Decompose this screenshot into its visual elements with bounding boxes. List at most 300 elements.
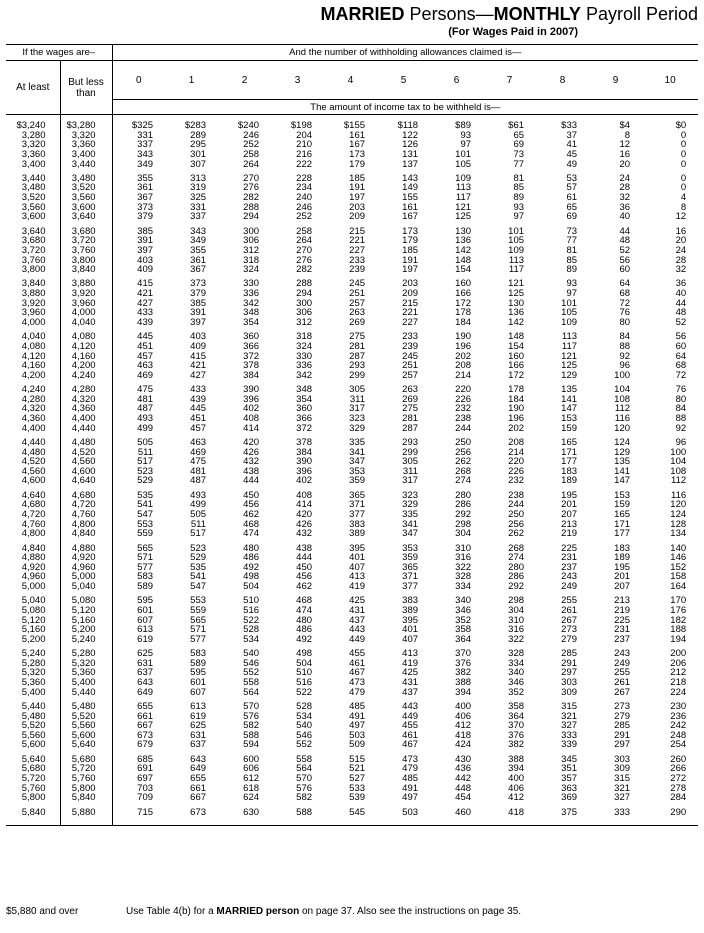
tax-amount-cell: 171 bbox=[561, 446, 578, 458]
tax-amount-cell: 105 bbox=[455, 158, 472, 170]
tax-amount-cell: 315 bbox=[561, 700, 578, 712]
tax-amount-cell: 316 bbox=[455, 552, 472, 564]
tax-amount-cell: 363 bbox=[561, 782, 578, 794]
tax-amount-cell: 564 bbox=[296, 763, 313, 775]
tax-amount-cell: 300 bbox=[296, 297, 313, 309]
tax-amount-cell: 89 bbox=[513, 192, 525, 204]
tax-amount-cell: 431 bbox=[349, 604, 366, 616]
tax-amount-cell: 231 bbox=[614, 624, 631, 636]
tax-amount-cell: 101 bbox=[561, 297, 578, 309]
tax-amount-cell: 631 bbox=[190, 729, 207, 741]
tax-amount-cell: 73 bbox=[566, 225, 578, 237]
tax-amount-cell: 331 bbox=[190, 201, 207, 213]
wage-at-least-cell: 5,320 bbox=[6, 668, 60, 678]
tax-amount-cell: 340 bbox=[455, 595, 472, 607]
tax-amount-cell: 270 bbox=[243, 172, 260, 184]
tax-amount-cell: 297 bbox=[561, 667, 578, 679]
tax-amount-cell: 334 bbox=[455, 581, 472, 592]
tax-amount-cell: 346 bbox=[508, 677, 525, 688]
wage-at-least-cell: 3,840 bbox=[6, 279, 60, 289]
tax-amount-cell: 56 bbox=[619, 254, 631, 266]
tax-amount-cell: 49 bbox=[566, 158, 578, 170]
tax-amount-cell: 85 bbox=[513, 182, 525, 194]
tax-amount-cell: 121 bbox=[508, 278, 525, 290]
tax-amount-cell: 112 bbox=[614, 403, 631, 415]
tax-amount-cell: 285 bbox=[561, 648, 578, 660]
wage-but-less-than-cell: 3,880 bbox=[60, 279, 112, 289]
tax-amount-cell: 400 bbox=[455, 700, 472, 712]
tax-amount-cell: 378 bbox=[296, 436, 313, 448]
tax-amount-cell: 195 bbox=[561, 489, 578, 501]
tax-amount-cell: 166 bbox=[508, 360, 525, 372]
wage-but-less-than-cell: 5,280 bbox=[60, 649, 112, 659]
wage-but-less-than-cell: 4,240 bbox=[60, 371, 112, 381]
allowance-count-header: 1 bbox=[165, 61, 218, 100]
wage-at-least-cell: 3,760 bbox=[6, 256, 60, 266]
tax-amount-cell: 545 bbox=[324, 808, 377, 826]
tax-amount-cell: 284 bbox=[670, 792, 687, 804]
tax-amount-cell: 81 bbox=[566, 244, 578, 256]
tax-amount-cell: 52 bbox=[619, 244, 631, 256]
tax-amount-cell: 517 bbox=[190, 528, 207, 540]
tax-amount-cell: 330 bbox=[243, 278, 260, 290]
tax-amount-cell: 498 bbox=[243, 571, 260, 583]
tax-amount-cell: 100 bbox=[670, 446, 687, 458]
wage-but-less-than-cell: 4,840 bbox=[60, 529, 112, 539]
table-row bbox=[6, 688, 698, 698]
tax-amount-cell: 307 bbox=[190, 158, 207, 170]
wage-at-least-cell: 4,360 bbox=[6, 414, 60, 424]
wage-but-less-than-cell: 4,320 bbox=[60, 395, 112, 405]
tax-amount-cell: 37 bbox=[566, 129, 578, 141]
tax-amount-cell: 588 bbox=[243, 729, 260, 741]
wage-at-least-cell: 4,720 bbox=[6, 510, 60, 520]
tax-amount-cell: 461 bbox=[349, 657, 366, 669]
tax-amount-cell: 24 bbox=[619, 172, 631, 184]
tax-amount-cell: 190 bbox=[455, 331, 472, 343]
wage-but-less-than-cell: 5,720 bbox=[60, 764, 112, 774]
wage-but-less-than-cell: 4,760 bbox=[60, 510, 112, 520]
tax-amount-cell: 334 bbox=[508, 657, 525, 669]
allowance-count-header: 10 bbox=[642, 61, 698, 100]
tax-amount-cell: 419 bbox=[402, 657, 419, 669]
wage-at-least-cell: 4,800 bbox=[6, 529, 60, 539]
tax-amount-cell: 237 bbox=[561, 561, 578, 573]
tax-amount-cell: 358 bbox=[455, 624, 472, 636]
tax-amount-cell: 395 bbox=[402, 614, 419, 626]
tax-amount-cell: 273 bbox=[614, 700, 631, 712]
tax-amount-cell: 346 bbox=[455, 604, 472, 616]
tax-amount-cell: 425 bbox=[349, 595, 366, 607]
tax-amount-cell: 340 bbox=[508, 667, 525, 679]
wage-but-less-than-cell: 4,000 bbox=[60, 308, 112, 318]
tax-amount-cell: 474 bbox=[243, 528, 260, 540]
tax-amount-cell: 286 bbox=[455, 499, 472, 511]
wage-but-less-than-cell: 3,720 bbox=[60, 236, 112, 246]
tax-amount-cell: 341 bbox=[349, 446, 366, 458]
table-row bbox=[6, 529, 698, 539]
tax-amount-cell: 323 bbox=[402, 489, 419, 501]
tax-amount-cell: 576 bbox=[243, 710, 260, 722]
wage-at-least-cell: 4,560 bbox=[6, 467, 60, 477]
tax-amount-cell: 112 bbox=[671, 475, 687, 487]
tax-amount-cell: 179 bbox=[349, 158, 366, 170]
tax-amount-cell: 510 bbox=[296, 667, 313, 679]
tax-amount-cell: 105 bbox=[508, 235, 525, 247]
tax-amount-cell: 275 bbox=[402, 403, 419, 415]
tax-amount-cell: 413 bbox=[402, 648, 419, 660]
tax-amount-cell: 511 bbox=[137, 446, 154, 458]
wage-at-least-cell: $3,240 bbox=[6, 115, 60, 131]
tax-amount-cell: 454 bbox=[455, 792, 472, 804]
tax-amount-cell: 298 bbox=[455, 518, 472, 530]
tax-amount-cell: 251 bbox=[402, 360, 419, 372]
tax-amount-cell: 685 bbox=[137, 753, 154, 765]
tax-amount-cell: 167 bbox=[349, 139, 366, 151]
tax-amount-cell: 430 bbox=[455, 753, 472, 765]
tax-amount-cell: 709 bbox=[137, 792, 154, 804]
tax-amount-cell: 541 bbox=[137, 499, 154, 511]
tax-amount-cell: 418 bbox=[455, 729, 472, 741]
tax-amount-cell: 559 bbox=[137, 528, 154, 540]
tax-amount-cell: $33 bbox=[561, 120, 578, 131]
tax-amount-cell: 487 bbox=[137, 403, 154, 415]
tax-amount-cell: 408 bbox=[243, 412, 260, 424]
tax-amount-cell: 577 bbox=[137, 561, 154, 573]
tax-amount-cell: 467 bbox=[402, 739, 419, 751]
tax-amount-cell: 12 bbox=[619, 139, 631, 151]
tax-amount-cell: 214 bbox=[455, 369, 472, 381]
tax-amount-cell: 377 bbox=[349, 508, 366, 520]
tax-amount-cell: 183 bbox=[614, 542, 631, 554]
tax-amount-cell: 136 bbox=[508, 307, 525, 319]
tax-amount-cell: 294 bbox=[296, 288, 313, 300]
tax-amount-cell: 333 bbox=[589, 808, 642, 826]
tax-amount-cell: 418 bbox=[483, 808, 536, 826]
tax-amount-cell: 426 bbox=[296, 518, 313, 530]
wage-at-least-cell: 3,680 bbox=[6, 236, 60, 246]
tax-amount-cell: 207 bbox=[561, 508, 578, 520]
tax-amount-cell: 297 bbox=[614, 739, 631, 751]
tax-amount-cell: 306 bbox=[296, 307, 313, 319]
tax-amount-cell: 117 bbox=[455, 192, 472, 204]
wage-but-less-than-cell: 3,800 bbox=[60, 256, 112, 266]
wage-at-least-cell: 5,600 bbox=[6, 740, 60, 750]
tax-amount-cell: 282 bbox=[243, 192, 260, 204]
allowance-count-header: 2 bbox=[218, 61, 271, 100]
tax-amount-cell: 165 bbox=[614, 508, 631, 520]
tax-amount-cell: 287 bbox=[402, 422, 419, 434]
tax-amount-cell: 305 bbox=[402, 456, 419, 468]
tax-amount-cell: 300 bbox=[243, 225, 260, 237]
tax-amount-cell: 124 bbox=[670, 508, 687, 520]
tax-amount-cell: 52 bbox=[675, 316, 687, 328]
tax-amount-cell: 396 bbox=[296, 465, 313, 477]
tax-amount-cell: 257 bbox=[349, 297, 366, 309]
table-row bbox=[6, 476, 698, 486]
tax-amount-cell: 673 bbox=[137, 729, 154, 741]
tax-amount-cell: 109 bbox=[455, 172, 472, 184]
table-row bbox=[6, 424, 698, 434]
tax-amount-cell: 583 bbox=[190, 648, 207, 660]
tax-amount-cell: 504 bbox=[243, 581, 260, 592]
wage-but-less-than-cell: 5,880 bbox=[60, 808, 112, 826]
tax-amount-cell: 213 bbox=[561, 518, 578, 530]
withholding-table bbox=[6, 44, 698, 826]
tax-amount-cell: 228 bbox=[296, 172, 313, 184]
tax-amount-cell: 312 bbox=[296, 316, 313, 328]
tax-amount-cell: 492 bbox=[296, 633, 313, 645]
tax-amount-cell: 415 bbox=[137, 278, 154, 290]
tax-amount-cell: 409 bbox=[137, 264, 154, 276]
tax-amount-cell: 328 bbox=[455, 571, 472, 583]
tax-amount-cell: 481 bbox=[137, 393, 154, 405]
tax-amount-cell: 353 bbox=[349, 465, 366, 477]
tax-amount-cell: 523 bbox=[190, 542, 207, 554]
wage-at-least-cell: 5,040 bbox=[6, 596, 60, 606]
tax-amount-cell: 667 bbox=[190, 792, 207, 804]
tax-amount-cell: 209 bbox=[349, 211, 366, 223]
tax-amount-cell: 57 bbox=[566, 182, 578, 194]
tax-amount-cell: 546 bbox=[296, 729, 313, 741]
tax-amount-cell: 191 bbox=[349, 182, 366, 194]
tax-amount-cell: 135 bbox=[561, 384, 578, 396]
wage-but-less-than-cell: 3,360 bbox=[60, 140, 112, 150]
wage-at-least-cell: 3,520 bbox=[6, 193, 60, 203]
tax-amount-cell: 455 bbox=[402, 720, 419, 732]
table-row bbox=[6, 160, 698, 170]
table-row bbox=[6, 808, 698, 826]
tax-amount-cell: 233 bbox=[349, 254, 366, 266]
tax-amount-cell: 312 bbox=[243, 244, 260, 256]
tax-amount-cell: 303 bbox=[561, 677, 578, 688]
wage-but-less-than-cell: 5,120 bbox=[60, 606, 112, 616]
wage-at-least-cell: 3,400 bbox=[6, 160, 60, 170]
tax-amount-cell: 425 bbox=[402, 667, 419, 679]
tax-amount-cell: 0 bbox=[680, 148, 687, 160]
wage-at-least-cell: 4,880 bbox=[6, 553, 60, 563]
tax-amount-cell: 661 bbox=[190, 782, 207, 794]
tax-amount-cell: 288 bbox=[243, 201, 260, 213]
tax-amount-cell: 220 bbox=[508, 456, 525, 468]
tax-amount-cell: 415 bbox=[190, 350, 207, 362]
tax-amount-cell: 77 bbox=[566, 235, 578, 247]
tax-amount-cell: 28 bbox=[619, 182, 631, 194]
tax-amount-cell: 215 bbox=[349, 225, 366, 237]
allowance-count-header: 9 bbox=[589, 61, 642, 100]
tax-amount-cell: 65 bbox=[566, 201, 578, 213]
tax-amount-cell: 407 bbox=[349, 561, 366, 573]
tax-amount-cell: 197 bbox=[349, 192, 366, 204]
tax-amount-cell: 60 bbox=[675, 340, 687, 352]
allowance-count-header: 7 bbox=[483, 61, 536, 100]
tax-amount-cell: 354 bbox=[296, 393, 313, 405]
tax-amount-cell: 113 bbox=[455, 182, 472, 194]
tax-amount-cell: 92 bbox=[619, 350, 631, 362]
tax-amount-cell: 504 bbox=[296, 657, 313, 669]
tax-amount-cell: 449 bbox=[349, 633, 366, 645]
tax-amount-cell: 318 bbox=[296, 331, 313, 343]
tax-amount-cell: 436 bbox=[455, 763, 472, 775]
tax-amount-cell: 153 bbox=[614, 489, 631, 501]
tax-amount-cell: 437 bbox=[349, 614, 366, 626]
tax-amount-cell: $155 bbox=[343, 120, 366, 131]
tax-amount-cell: $198 bbox=[290, 120, 313, 131]
tax-amount-cell: 402 bbox=[243, 403, 260, 415]
table-row bbox=[6, 635, 698, 645]
tax-amount-cell: 595 bbox=[190, 667, 207, 679]
wage-at-least-cell: 3,920 bbox=[6, 299, 60, 309]
tax-amount-cell: 361 bbox=[137, 182, 154, 194]
tax-amount-cell: 583 bbox=[137, 571, 154, 583]
tax-amount-cell: 492 bbox=[243, 561, 260, 573]
wage-at-least-cell: 4,920 bbox=[6, 563, 60, 573]
tax-amount-cell: 195 bbox=[614, 561, 631, 573]
tax-amount-cell: 589 bbox=[190, 657, 207, 669]
tax-amount-cell: 183 bbox=[561, 465, 578, 477]
tax-amount-cell: 407 bbox=[402, 633, 419, 645]
tax-amount-cell: 85 bbox=[566, 254, 578, 266]
tax-amount-cell: 68 bbox=[619, 288, 631, 300]
tax-amount-cell: 216 bbox=[296, 148, 313, 160]
tax-amount-cell: 125 bbox=[561, 360, 578, 372]
tax-amount-cell: 214 bbox=[508, 446, 525, 458]
tax-amount-cell: 88 bbox=[675, 412, 687, 424]
tax-amount-cell: 267 bbox=[614, 686, 631, 698]
tax-amount-cell: 130 bbox=[508, 297, 525, 309]
tax-amount-cell: 189 bbox=[561, 475, 578, 487]
wage-but-less-than-cell: 5,320 bbox=[60, 659, 112, 669]
tax-amount-cell: 462 bbox=[243, 508, 260, 520]
tax-amount-cell: 117 bbox=[561, 340, 578, 352]
tax-amount-cell: 255 bbox=[561, 595, 578, 607]
tax-amount-cell: 643 bbox=[190, 753, 207, 765]
wage-but-less-than-cell: 4,560 bbox=[60, 457, 112, 467]
tax-amount-cell: 113 bbox=[508, 254, 525, 266]
tax-amount-cell: 331 bbox=[137, 129, 154, 141]
wage-but-less-than-cell: 5,000 bbox=[60, 572, 112, 582]
tax-amount-cell: 72 bbox=[675, 369, 687, 381]
tax-amount-cell: 226 bbox=[455, 393, 472, 405]
tax-amount-cell: $89 bbox=[455, 120, 472, 131]
tax-amount-cell: 148 bbox=[455, 254, 472, 266]
tax-amount-cell: 97 bbox=[460, 139, 472, 151]
tax-amount-cell: 390 bbox=[243, 384, 260, 396]
tax-amount-cell: 400 bbox=[508, 773, 525, 784]
title-block bbox=[321, 4, 698, 40]
tax-amount-cell: 373 bbox=[190, 278, 207, 290]
tax-amount-cell: 424 bbox=[455, 739, 472, 751]
tax-amount-cell: 355 bbox=[190, 244, 207, 256]
tax-amount-cell: 210 bbox=[296, 139, 313, 151]
tax-amount-cell: 36 bbox=[619, 201, 631, 213]
tax-amount-cell: 147 bbox=[614, 475, 631, 487]
wage-but-less-than-cell: 3,760 bbox=[60, 246, 112, 256]
tax-amount-cell: 414 bbox=[243, 422, 260, 434]
tax-amount-cell: 432 bbox=[296, 528, 313, 540]
tax-amount-cell: 268 bbox=[455, 465, 472, 477]
table-row bbox=[6, 582, 698, 592]
tax-amount-cell: 397 bbox=[190, 316, 207, 328]
tax-amount-cell: 451 bbox=[137, 340, 154, 352]
tax-amount-cell: 391 bbox=[190, 307, 207, 319]
tax-amount-cell: 101 bbox=[508, 225, 525, 237]
tax-amount-cell: 533 bbox=[349, 782, 366, 794]
tax-amount-cell: 481 bbox=[190, 465, 207, 477]
wage-but-less-than-cell: 5,800 bbox=[60, 784, 112, 794]
tax-amount-cell: 170 bbox=[670, 595, 687, 607]
tax-amount-cell: 455 bbox=[349, 648, 366, 660]
tax-amount-cell: 93 bbox=[566, 278, 578, 290]
tax-amount-cell: 523 bbox=[137, 465, 154, 477]
wage-at-least-cell: 3,880 bbox=[6, 289, 60, 299]
tax-amount-cell: 80 bbox=[675, 393, 687, 405]
tax-amount-cell: 292 bbox=[508, 581, 525, 592]
wage-at-least-cell: 5,640 bbox=[6, 755, 60, 765]
tax-amount-cell: 129 bbox=[561, 369, 578, 381]
tax-amount-cell: 142 bbox=[508, 316, 525, 328]
tax-amount-cell: 570 bbox=[296, 773, 313, 784]
tax-amount-cell: 552 bbox=[243, 667, 260, 679]
tax-amount-cell: 370 bbox=[455, 648, 472, 660]
tax-amount-cell: 547 bbox=[190, 581, 207, 592]
tax-amount-cell: 44 bbox=[675, 297, 687, 309]
tax-amount-cell: 395 bbox=[349, 542, 366, 554]
tax-amount-cell: 272 bbox=[670, 773, 687, 784]
tax-amount-cell: 292 bbox=[455, 508, 472, 520]
tax-amount-cell: 420 bbox=[243, 436, 260, 448]
wage-at-least-cell: 4,600 bbox=[6, 476, 60, 486]
tax-amount-cell: 256 bbox=[508, 518, 525, 530]
tax-amount-cell: $283 bbox=[184, 120, 207, 131]
wage-at-least-cell: 4,000 bbox=[6, 318, 60, 328]
tax-amount-cell: 64 bbox=[619, 278, 631, 290]
tax-amount-cell: 160 bbox=[455, 278, 472, 290]
tax-amount-cell: $0 bbox=[675, 120, 687, 131]
wage-but-less-than-cell: 5,440 bbox=[60, 688, 112, 698]
tax-amount-cell: 221 bbox=[402, 307, 419, 319]
tax-amount-cell: 76 bbox=[619, 307, 631, 319]
tax-amount-cell: 322 bbox=[508, 633, 525, 645]
tax-amount-cell: 367 bbox=[137, 192, 154, 204]
tax-amount-cell: 48 bbox=[619, 235, 631, 247]
tax-amount-cell: 643 bbox=[137, 677, 154, 688]
tax-amount-cell: 274 bbox=[455, 475, 472, 487]
tax-amount-cell: 233 bbox=[402, 331, 419, 343]
tax-amount-cell: 310 bbox=[508, 614, 525, 626]
wage-but-less-than-cell: 4,280 bbox=[60, 385, 112, 395]
tax-amount-cell: 322 bbox=[455, 561, 472, 573]
tax-amount-cell: 661 bbox=[137, 710, 154, 722]
tax-amount-cell: 69 bbox=[513, 139, 525, 151]
tax-amount-cell: 109 bbox=[508, 244, 525, 256]
tax-amount-cell: 377 bbox=[402, 581, 419, 592]
tax-amount-cell: 355 bbox=[137, 172, 154, 184]
tax-amount-cell: 463 bbox=[137, 360, 154, 372]
table-row bbox=[6, 740, 698, 750]
tax-amount-cell: 293 bbox=[402, 436, 419, 448]
tax-amount-cell: 290 bbox=[642, 808, 698, 826]
tax-amount-cell: $61 bbox=[508, 120, 525, 131]
tax-amount-cell: 324 bbox=[296, 340, 313, 352]
tax-amount-cell: 479 bbox=[402, 763, 419, 775]
table-body bbox=[6, 115, 698, 826]
tax-amount-cell: 246 bbox=[296, 201, 313, 213]
tax-amount-cell: 84 bbox=[619, 331, 631, 343]
tax-amount-cell: 335 bbox=[349, 436, 366, 448]
tax-amount-cell: 248 bbox=[670, 729, 687, 741]
tax-amount-cell: 571 bbox=[137, 552, 154, 564]
